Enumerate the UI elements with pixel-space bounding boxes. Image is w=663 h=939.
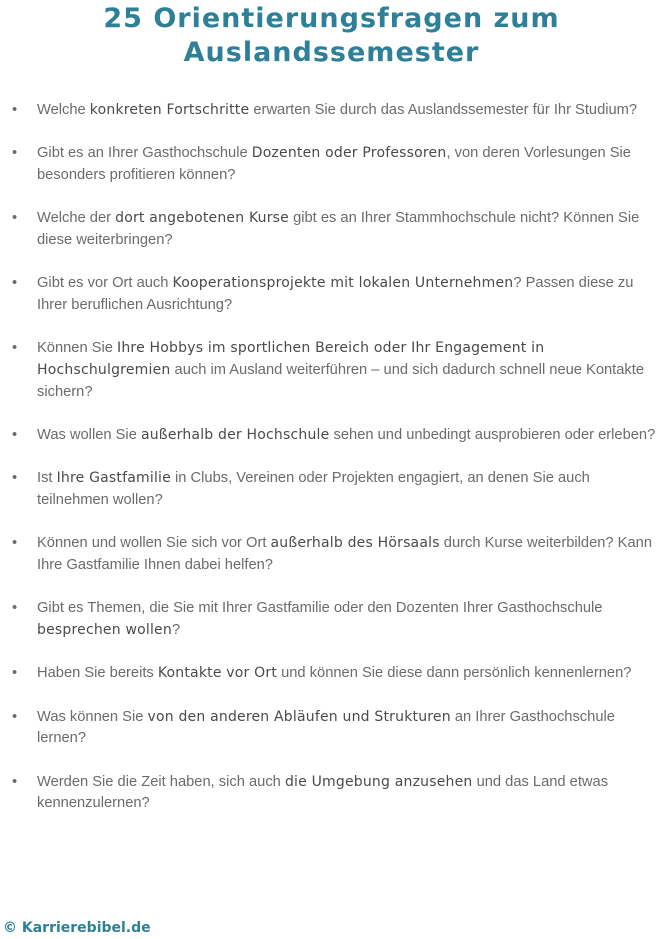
bullet-icon: • bbox=[12, 773, 18, 790]
question-item-1 bbox=[0, 100, 663, 122]
bullet-icon: • bbox=[12, 600, 18, 617]
question-item-12 bbox=[0, 772, 663, 815]
question-item-9 bbox=[0, 598, 663, 641]
question-text: Was wollen Sie bbox=[37, 427, 141, 443]
question-highlight: Dozenten oder Professoren bbox=[251, 145, 447, 162]
bullet-icon: • bbox=[12, 210, 18, 227]
bullet-icon: • bbox=[12, 427, 18, 443]
question-item-11 bbox=[0, 707, 663, 750]
bullet-icon: • bbox=[12, 665, 18, 682]
question-highlight: außerhalb der Hochschule bbox=[140, 427, 330, 443]
question-text: Gibt es an Ihrer Gasthochschule bbox=[37, 145, 252, 162]
question-text: in Clubs, Vereinen oder Projekten engagiert, an denen Sie auch teilnehmen wollen? bbox=[37, 470, 590, 508]
question-text: und das Land etwas kennenzulernen? bbox=[37, 773, 609, 812]
question-highlight: Kooperationsprojekte mit lokalen Unternehmen bbox=[172, 275, 514, 292]
question-text: Welche der bbox=[37, 210, 116, 227]
bullet-icon: • bbox=[12, 708, 18, 725]
question-item-7 bbox=[0, 468, 663, 511]
question-text: ? bbox=[171, 622, 181, 638]
bullet-icon: • bbox=[12, 340, 18, 357]
question-text: Können Sie bbox=[37, 340, 118, 357]
question-highlight: besprechen wollen bbox=[37, 622, 172, 638]
question-highlight: Kontakte vor Ort bbox=[157, 665, 278, 682]
question-text: Ist bbox=[37, 470, 57, 487]
question-list bbox=[0, 100, 663, 837]
question-text: Gibt es vor Ort auch bbox=[37, 275, 173, 292]
question-text: Gibt es Themen, die Sie mit Ihrer Gastfamilie oder den Dozenten Ihrer Gasthochschule bbox=[37, 600, 603, 617]
question-text: an Ihrer Gasthochschule lernen? bbox=[37, 708, 615, 747]
question-text: und können Sie diese dann persönlich kennenlernen? bbox=[277, 665, 632, 682]
question-text: , von deren Vorlesungen Sie besonders profitieren können? bbox=[37, 145, 631, 183]
question-text: erwarten Sie durch das Auslandssemester für Ihr Studium? bbox=[249, 102, 638, 118]
question-text: Werden Sie die Zeit haben, sich auch bbox=[37, 773, 285, 790]
question-highlight: konkreten Fortschritte bbox=[89, 102, 250, 118]
question-text: Was können Sie bbox=[37, 708, 148, 725]
bullet-icon: • bbox=[12, 275, 18, 292]
question-highlight: die Umgebung anzusehen bbox=[284, 773, 473, 790]
question-text: durch Kurse weiterbilden? Kann Ihre Gastfamilie Ihnen dabei helfen? bbox=[37, 535, 652, 573]
bullet-icon: • bbox=[12, 145, 18, 162]
question-item-3 bbox=[0, 208, 663, 251]
question-text: ? Passen diese zu Ihrer beruflichen Ausrichtung? bbox=[37, 275, 634, 313]
question-text: Können und wollen Sie sich vor Ort bbox=[37, 535, 271, 552]
question-text: Welche bbox=[37, 102, 90, 118]
question-item-6 bbox=[0, 425, 663, 447]
question-item-5 bbox=[0, 338, 663, 403]
question-item-8 bbox=[0, 533, 663, 576]
bullet-icon: • bbox=[12, 470, 18, 487]
question-highlight: von den anderen Abläufen und Strukturen bbox=[147, 708, 451, 725]
question-text: auch im Ausland weiterführen – und sich dadurch schnell neue Kontakte sichern? bbox=[37, 362, 645, 400]
question-highlight: dort angebotenen Kurse bbox=[115, 210, 289, 227]
question-text: sehen und unbedingt ausprobieren oder erleben? bbox=[329, 427, 656, 443]
bullet-icon: • bbox=[12, 102, 18, 118]
question-highlight: Ihre Gastfamilie bbox=[56, 470, 171, 487]
question-item-2 bbox=[0, 143, 663, 186]
bullet-icon: • bbox=[12, 535, 18, 552]
question-item-4 bbox=[0, 273, 663, 316]
question-item-10 bbox=[0, 663, 663, 685]
copyright-footer: © Karrierebibel.de bbox=[3, 920, 151, 936]
question-highlight: Ihre Hobbys im sportlichen Bereich oder Ihr Engagement in Hochschulgremien bbox=[37, 340, 545, 378]
title-line-2: Auslandssemester bbox=[183, 37, 480, 68]
page-title bbox=[0, 2, 663, 70]
question-text: gibt es an Ihrer Stammhochschule nicht? Können Sie diese weiterbringen? bbox=[37, 210, 640, 248]
question-text: Haben Sie bereits bbox=[37, 665, 158, 682]
question-highlight: außerhalb des Hörsaals bbox=[270, 535, 440, 552]
title-line-1: 25 Orientierungsfragen zum bbox=[103, 3, 560, 34]
